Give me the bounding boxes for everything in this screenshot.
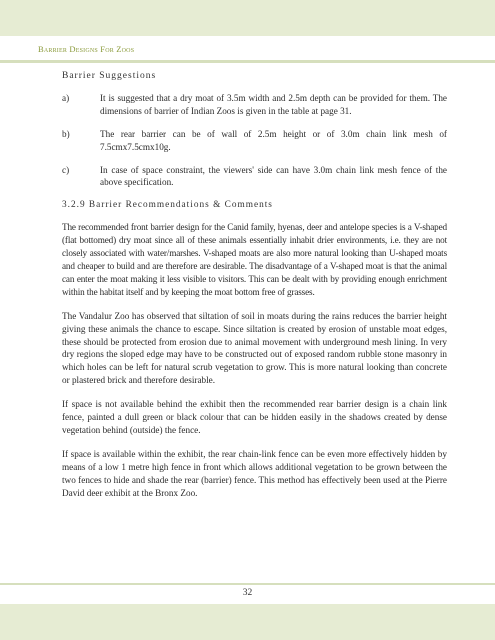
list-item-label: a)	[62, 92, 70, 103]
list-item-label: c)	[62, 164, 70, 175]
list-item-label: b)	[62, 128, 70, 139]
paragraph: If space is not available behind the exhibit then the recommended rear barrier design is a chain link fence, painted a dull green or black colour that can be hidden easily in the shadows created by dense vegetation behind (outside) the fence.	[62, 399, 447, 435]
list-item-text: It is suggested that a dry moat of 3.5m width and 2.5m depth can be provided for them. The dimensions of barrier of Indian Zoos is given in the table at page 31.	[100, 92, 447, 116]
section-heading: Barrier Suggestions	[62, 71, 157, 81]
page-number: 32	[242, 588, 253, 598]
page-content	[62, 70, 447, 510]
paragraph: If space is available within the exhibit, the rear chain-link fence can be even more effectively hidden by means of a low 1 metre high fence in front which allows additional vegetation to be grown between the two fences to hide and shade the rear (barrier) fence. This method has effectively been used at the Pierre David deer exhibit at the Bronx Zoo.	[62, 448, 447, 498]
list-item	[62, 164, 447, 190]
subsection-heading: 3.2.9 Barrier Recommendations & Comments	[62, 200, 273, 211]
footer-divider	[0, 583, 495, 585]
top-decorative-band	[0, 0, 495, 36]
list-item	[62, 92, 447, 118]
bottom-decorative-band	[0, 604, 495, 640]
header-divider	[0, 60, 495, 63]
running-header: Barrier Designs For Zoos	[38, 44, 135, 54]
paragraph: The recommended front barrier design for the Canid family, hyenas, deer and antelope species is a V-shaped (flat bottomed) dry moat since all of these animals essentially inhabit drier environments, i.e. they are not closely associated with water/marshes. V-shaped moats are also more natural looking than U-shaped moats and cheaper to build and are therefore are desirable. The disadvantage of a V-shaped moat is that the animal can enter the moat making it less visible to visitors. This can be dealt with by providing enough enrichment within the habitat itself and by keeping the moat bottom free of grasses.	[62, 222, 447, 297]
list-item-text: The rear barrier can be of wall of 2.5m height or of 3.0m chain link mesh of 7.5cmx7.5cmx10g.	[100, 128, 447, 152]
list-item	[62, 128, 447, 154]
list-item-text: In case of space constraint, the viewers' side can have 3.0m chain link mesh fence of the above specification.	[100, 164, 447, 188]
paragraph: The Vandalur Zoo has observed that siltation of soil in moats during the rains reduces the barrier height giving these animals the chance to escape. Since siltation is created by erosion of unstable moat edges, these should be protected from erosion due to animal movement with underground mesh lining. In very dry regions the sloped edge may have to be constructed out of exposed random rubble stone masonry in which holes can be left for natural scrub vegetation to grow. This is more natural looking than concrete or plastered brick and therefore desirable.	[62, 310, 447, 386]
